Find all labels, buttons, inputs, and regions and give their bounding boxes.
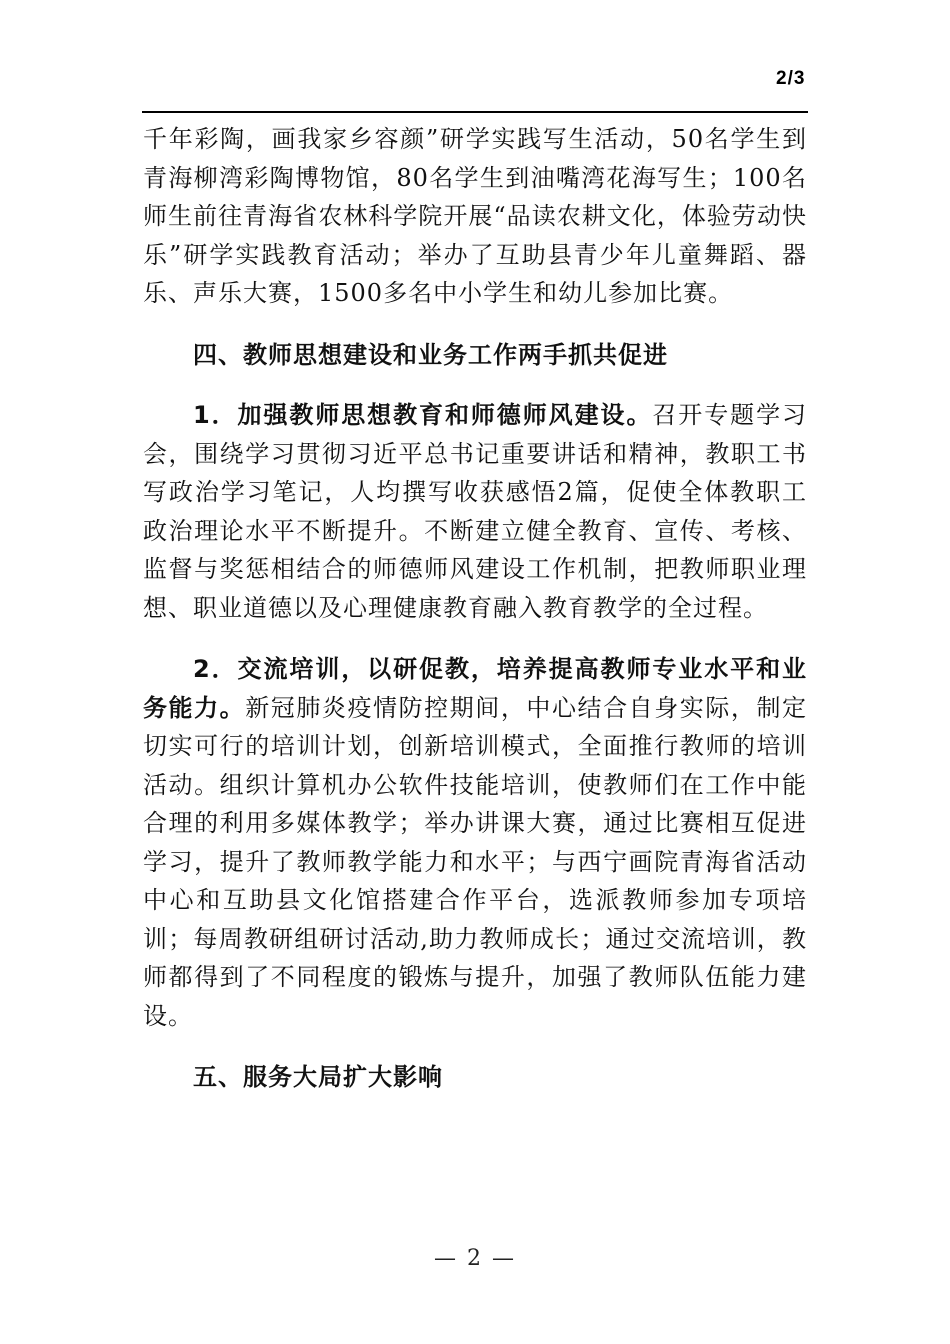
continuation-paragraph: 千年彩陶，画我家乡容颜”研学实践写生活动，50名学生到青海柳湾彩陶博物馆，80名学生到油嘴湾花海写生；100名师生前往青海省农林科学院开展“品读农耕文化，体验劳动快乐”研学实践教育活动；举办了互助县青少年儿童舞蹈、器乐、声乐大赛，1500多名中小学生和幼儿参加比赛。: [143, 125, 807, 307]
document-body: [143, 120, 807, 1097]
item-2-paragraph: [143, 650, 807, 1035]
page-counter: 2/3: [776, 68, 806, 89]
header-rule: [142, 111, 808, 113]
item-2-lead: 2．交流培训，以研促教，培养提高教师专业水平和业务能力。: [143, 655, 807, 722]
section-5-heading: 五、服务大局扩大影响: [193, 1063, 443, 1091]
item-1-paragraph: [143, 396, 807, 627]
item-2-text: 新冠肺炎疫情防控期间，中心结合自身实际，制定切实可行的培训计划，创新培训模式，全面推行教师的培训活动。组织计算机办公软件技能培训，使教师们在工作中能合理的利用多媒体教学；举办讲课大赛，通过比赛相互促进学习，提升了教师教学能力和水平；与西宁画院青海省活动中心和互助县文化馆搭建合作平台，选派教师参加专项培训；每周教研组研讨活动,助力教师成长；通过交流培训，教师都得到了不同程度的锻炼与提升，加强了教师队伍能力建设。: [143, 693, 808, 1030]
footer-page-number: — 2 —: [434, 1246, 516, 1271]
item-1-lead: 1．加强教师思想教育和师德师风建设。: [193, 401, 653, 429]
section-4-heading: 四、教师思想建设和业务工作两手抓共促进: [193, 340, 668, 369]
item-1-text: 召开专题学习会，围绕学习贯彻习近平总书记重要讲话和精神，教职工书写政治学习笔记，人均撰写收获感悟2篇，促使全体教职工政治理论水平不断提升。不断建立健全教育、宣传、考核、监督与奖惩相结合的师德师风建设工作机制，把教师职业理想、职业道德以及心理健康教育融入教育教学的全过程。: [143, 401, 808, 622]
